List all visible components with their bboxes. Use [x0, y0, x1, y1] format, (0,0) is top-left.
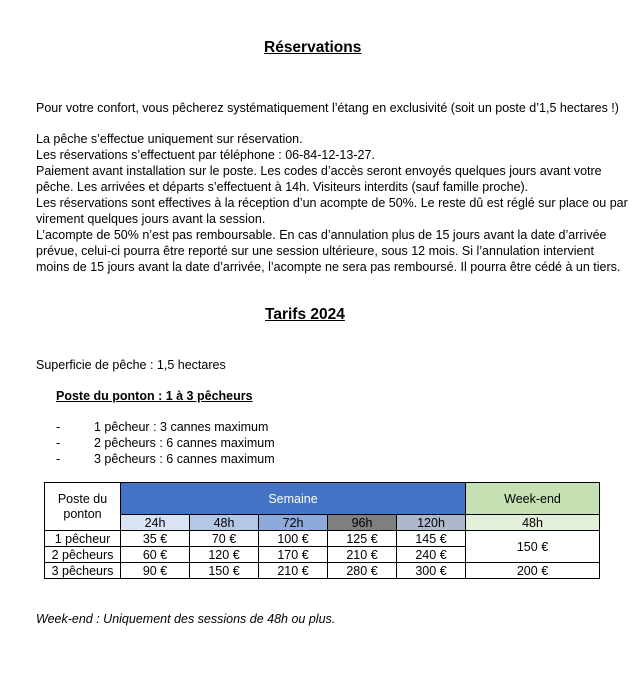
duration-24h: 24h — [121, 515, 190, 531]
weekend-header: Week-end — [466, 483, 600, 515]
bullet-text: 1 pêcheur : 3 cannes maximum — [94, 420, 269, 434]
reservations-line: L’acompte de 50% n’est pas remboursable. En cas d’annulation plus de 15 jours avant la date d’arrivée — [36, 228, 607, 242]
price-cell: 70 € — [190, 531, 259, 547]
price-cell: 240 € — [397, 547, 466, 563]
corner-line: Poste du — [57, 491, 108, 506]
bullet-text: 2 pêcheurs : 6 cannes maximum — [94, 436, 275, 450]
reservations-line: Les réservations sont effectives à la réception d’un acompte de 50%. Le reste dû est réglé sur place ou par — [36, 196, 628, 210]
price-cell: 120 € — [190, 547, 259, 563]
poste-title: Poste du ponton : 1 à 3 pêcheurs — [56, 389, 253, 403]
tarifs-title: Tarifs 2024 — [265, 306, 345, 323]
duration-48h: 48h — [190, 515, 259, 531]
price-cell: 280 € — [328, 563, 397, 579]
bullet-item — [56, 419, 275, 435]
bullet-item — [56, 435, 275, 451]
bullet-list — [56, 419, 275, 467]
table-row — [45, 563, 600, 579]
duration-120h: 120h — [397, 515, 466, 531]
reservations-paragraph — [36, 131, 628, 275]
reservations-line: La pêche s’effectue uniquement sur réservation. — [36, 132, 303, 146]
reservations-line: moins de 15 jours avant la date d’arrivée, l’acompte ne sera pas remboursé. Il pourra être cédé à un tiers. — [36, 260, 621, 274]
row-label: 1 pêcheur — [45, 531, 121, 547]
weekend-note: Week-end : Uniquement des sessions de 48h ou plus. — [36, 612, 336, 626]
price-cell: 90 € — [121, 563, 190, 579]
weekend-duration: 48h — [466, 515, 600, 531]
bullet-dash: - — [56, 436, 61, 450]
reservations-line: Les réservations s’effectuent par téléphone : 06-84-12-13-27. — [36, 148, 375, 162]
price-cell: 145 € — [397, 531, 466, 547]
reservations-intro: Pour votre confort, vous pêcherez systématiquement l’étang en exclusivité (soit un poste d’1,5 hectares !) — [36, 101, 619, 115]
price-cell: 170 € — [259, 547, 328, 563]
row-label: 2 pêcheurs — [45, 547, 121, 563]
price-cell: 210 € — [328, 547, 397, 563]
price-cell: 60 € — [121, 547, 190, 563]
reservations-line: prévue, celui-ci pourra être reporté sur une session ultérieure, sous 12 mois. Si l’annulation intervient — [36, 244, 594, 258]
price-cell: 300 € — [397, 563, 466, 579]
reservations-line: virement quelques jours avant la session. — [36, 212, 266, 226]
duration-96h: 96h — [328, 515, 397, 531]
reservations-line: pêche. Les arrivées et départs s’effectuent à 14h. Visiteurs interdits (sauf famille proche). — [36, 180, 529, 194]
weekend-price-cell: 200 € — [466, 563, 600, 579]
row-label: 3 pêcheurs — [45, 563, 121, 579]
bullet-dash: - — [56, 420, 61, 434]
bullet-item — [56, 451, 275, 467]
bullet-dash: - — [56, 452, 61, 466]
price-cell: 35 € — [121, 531, 190, 547]
price-cell: 100 € — [259, 531, 328, 547]
corner-header — [45, 483, 121, 531]
semaine-header: Semaine — [121, 483, 466, 515]
corner-line: ponton — [63, 506, 102, 521]
duration-72h: 72h — [259, 515, 328, 531]
price-cell: 150 € — [190, 563, 259, 579]
bullet-text: 3 pêcheurs : 6 cannes maximum — [94, 452, 275, 466]
tarifs-table — [44, 482, 600, 579]
price-cell: 125 € — [328, 531, 397, 547]
weekend-price-cell: 150 € — [466, 531, 600, 563]
table-row — [45, 531, 600, 547]
reservations-line: Paiement avant installation sur le poste. Les codes d’accès seront envoyés quelques jours avant votre — [36, 164, 602, 178]
reservations-title: Réservations — [264, 39, 362, 56]
price-cell: 210 € — [259, 563, 328, 579]
superficie-text: Superficie de pêche : 1,5 hectares — [36, 358, 226, 372]
